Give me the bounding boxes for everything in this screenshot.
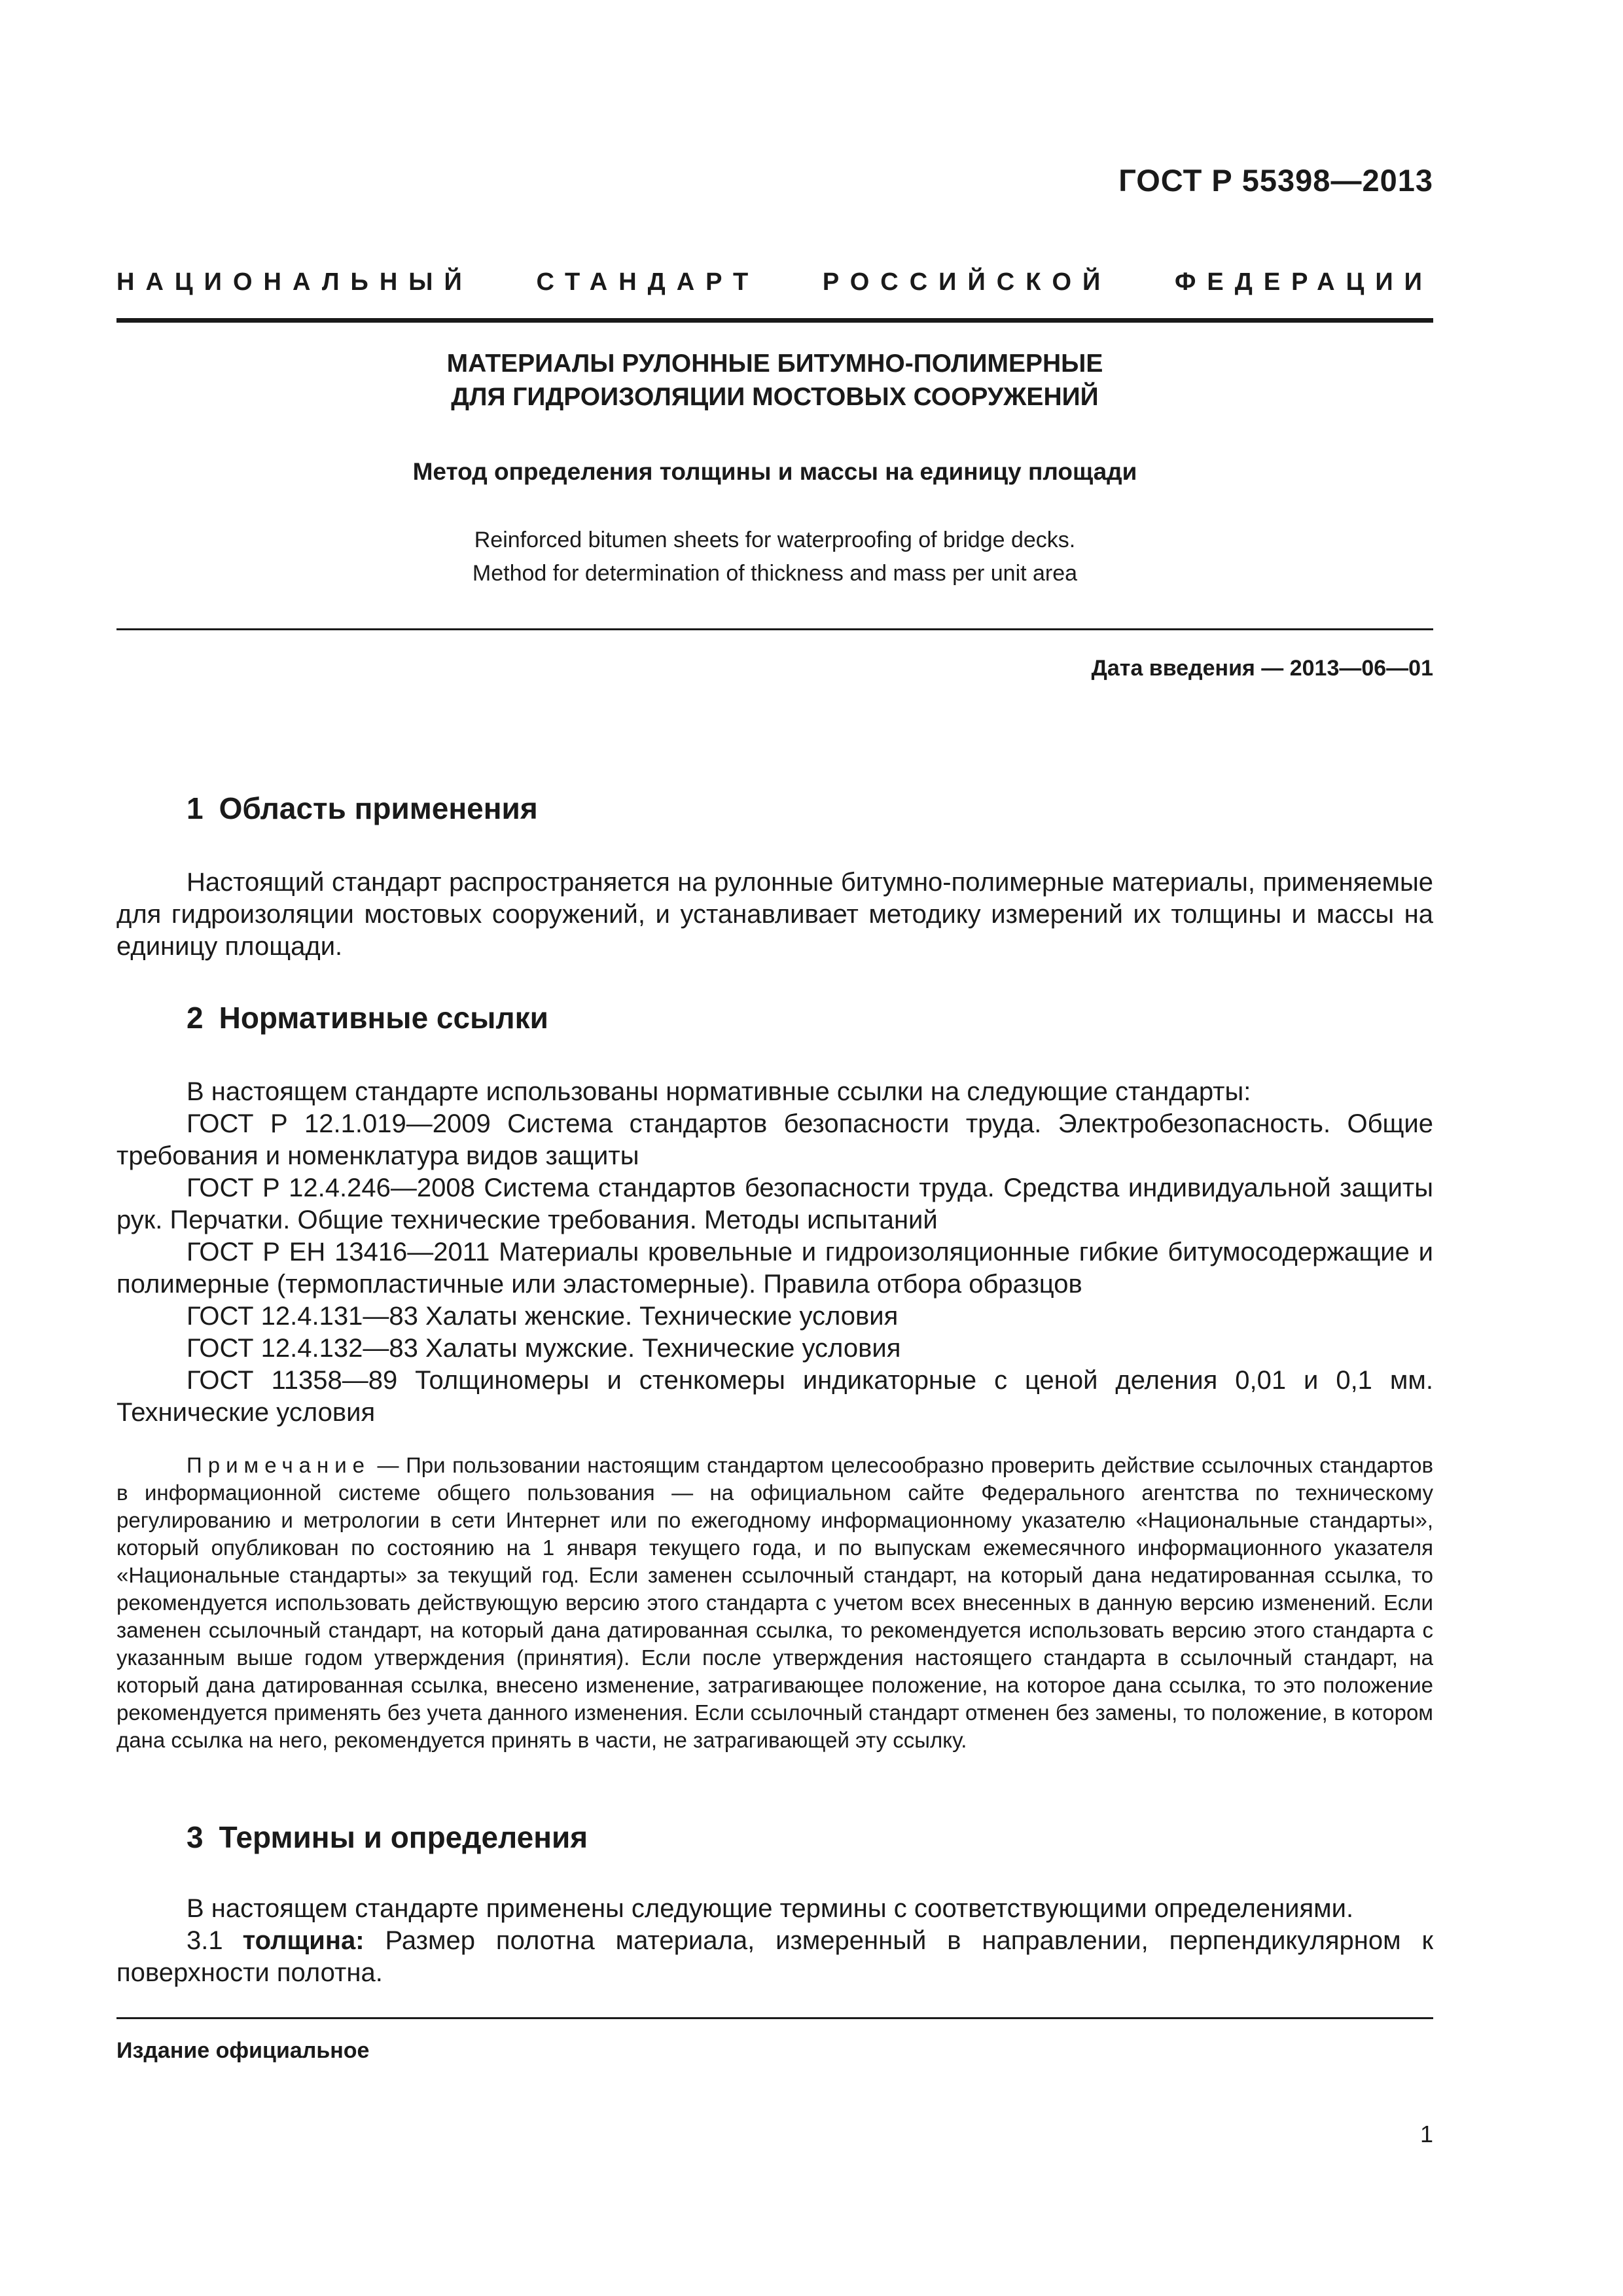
section-3-body bbox=[116, 1893, 1433, 1989]
section-1-heading bbox=[187, 791, 538, 826]
section-number: 2 bbox=[187, 1001, 204, 1035]
definition-text: Размер полотна материала, измеренный в направлении, перпендикулярном к поверхности полотна. bbox=[116, 1926, 1433, 1987]
section-number: 1 bbox=[187, 791, 204, 825]
page-number: 1 bbox=[1419, 2121, 1433, 2147]
national-standard-banner bbox=[116, 268, 1433, 296]
document-subtitle: Метод определения толщины и массы на единицу площади bbox=[412, 458, 1137, 485]
section-number: 3 bbox=[187, 1820, 204, 1854]
section-2-note bbox=[116, 1452, 1433, 1754]
official-edition-label: Издание официальное bbox=[116, 2038, 370, 2063]
section-title: Термины и определения bbox=[219, 1820, 588, 1854]
section-2-heading bbox=[187, 1000, 548, 1035]
section-title: Область применения bbox=[219, 791, 538, 825]
paragraph: В настоящем стандарте использованы нормативные ссылки на следующие стандарты: bbox=[187, 1077, 1251, 1106]
title-line-2: ДЛЯ ГИДРОИЗОЛЯЦИИ МОСТОВЫХ СООРУЖЕНИЙ bbox=[451, 383, 1099, 411]
section-2-body bbox=[116, 1076, 1433, 1429]
reference-item: ГОСТ 11358—89 Толщиномеры и стенкомеры индикаторные с ценой деления 0,01 и 0,1 мм. Технические условия bbox=[116, 1366, 1433, 1427]
standard-number: ГОСТ Р 55398—2013 bbox=[1118, 163, 1433, 198]
date-introduced: Дата введения — 2013—06—01 bbox=[1091, 656, 1433, 681]
title-line-1: МАТЕРИАЛЫ РУЛОННЫЕ БИТУМНО-ПОЛИМЕРНЫЕ bbox=[446, 350, 1103, 378]
reference-item: ГОСТ Р 12.1.019—2009 Система стандартов безопасности труда. Электробезопасность. Общие требования и номенклатура видов защиты bbox=[116, 1109, 1433, 1170]
document-title bbox=[116, 347, 1433, 414]
banner-word: НАЦИОНАЛЬНЫЙ bbox=[116, 268, 473, 296]
term: толщина: bbox=[242, 1926, 365, 1955]
note-label: Примечание bbox=[187, 1453, 371, 1477]
footer-divider bbox=[116, 2017, 1433, 2019]
english-title bbox=[116, 524, 1433, 590]
english-title-line-2: Method for determination of thickness and mass per unit area bbox=[472, 561, 1078, 586]
banner-word: РОССИЙСКОЙ bbox=[822, 268, 1112, 296]
paragraph: Настоящий стандарт распространяется на рулонные битумно-полимерные материалы, применяемые для гидроизоляции мостовых сооружений, и устанавливает методику измерений их толщины и массы на единицу площади. bbox=[116, 868, 1433, 961]
section-3-heading bbox=[187, 1820, 588, 1855]
banner-word: ФЕДЕРАЦИИ bbox=[1174, 268, 1433, 296]
note-text: — При пользовании настоящим стандартом целесообразно проверить действие ссылочных стандартов в информационной системе общего пользования — на официальном сайте Федерального агентства по техническому регулированию и метрологии в сети Интернет или по ежегодному информационному указателю «Национальные стандарты», который опубликован по состоянию на 1 января текущего года, и по выпускам ежемесячного информационного указателя «Национальные стандарты» за текущий год. Если заменен ссылочный стандарт, на который дана недатированная ссылка, то рекомендуется использовать действующую версию этого стандарта с учетом всех внесенных в данную версию изменений. Если заменен ссылочный стандарт, на который дана датированная ссылка, то рекомендуется использовать версию этого стандарта с указанным выше годом утверждения (принятия). Если после утверждения настоящего стандарта в ссылочный стандарт, на который дана датированная ссылка, внесено изменение, затрагивающее положение, на которое дана ссылка, то это положение рекомендуется применять без учета данного изменения. Если ссылочный стандарт отменен без замены, то положение, в котором дана ссылка на него, рекомендуется принять в части, не затрагивающей эту ссылку. bbox=[116, 1453, 1433, 1752]
term-definition bbox=[116, 1925, 1433, 1989]
note-paragraph bbox=[116, 1452, 1433, 1754]
reference-item: ГОСТ 12.4.131—83 Халаты женские. Технические условия bbox=[187, 1302, 899, 1331]
section-title: Нормативные ссылки bbox=[219, 1001, 548, 1035]
header-divider bbox=[116, 318, 1433, 323]
english-title-line-1: Reinforced bitumen sheets for waterproofing of bridge decks. bbox=[474, 528, 1076, 552]
paragraph: В настоящем стандарте применены следующие термины с соответствующими определениями. bbox=[187, 1894, 1354, 1923]
term-number: 3.1 bbox=[187, 1926, 223, 1955]
reference-item: ГОСТ Р 12.4.246—2008 Система стандартов безопасности труда. Средства индивидуальной защиты рук. Перчатки. Общие технические требования. Методы испытаний bbox=[116, 1174, 1433, 1234]
section-1-body bbox=[116, 867, 1433, 963]
reference-item: ГОСТ 12.4.132—83 Халаты мужские. Технические условия bbox=[187, 1334, 901, 1363]
reference-item: ГОСТ Р ЕН 13416—2011 Материалы кровельные и гидроизоляционные гибкие битумосодержащие и полимерные (термопластичные или эластомерные). Правила отбора образцов bbox=[116, 1238, 1433, 1299]
title-divider bbox=[116, 628, 1433, 630]
banner-word: СТАНДАРТ bbox=[536, 268, 760, 296]
